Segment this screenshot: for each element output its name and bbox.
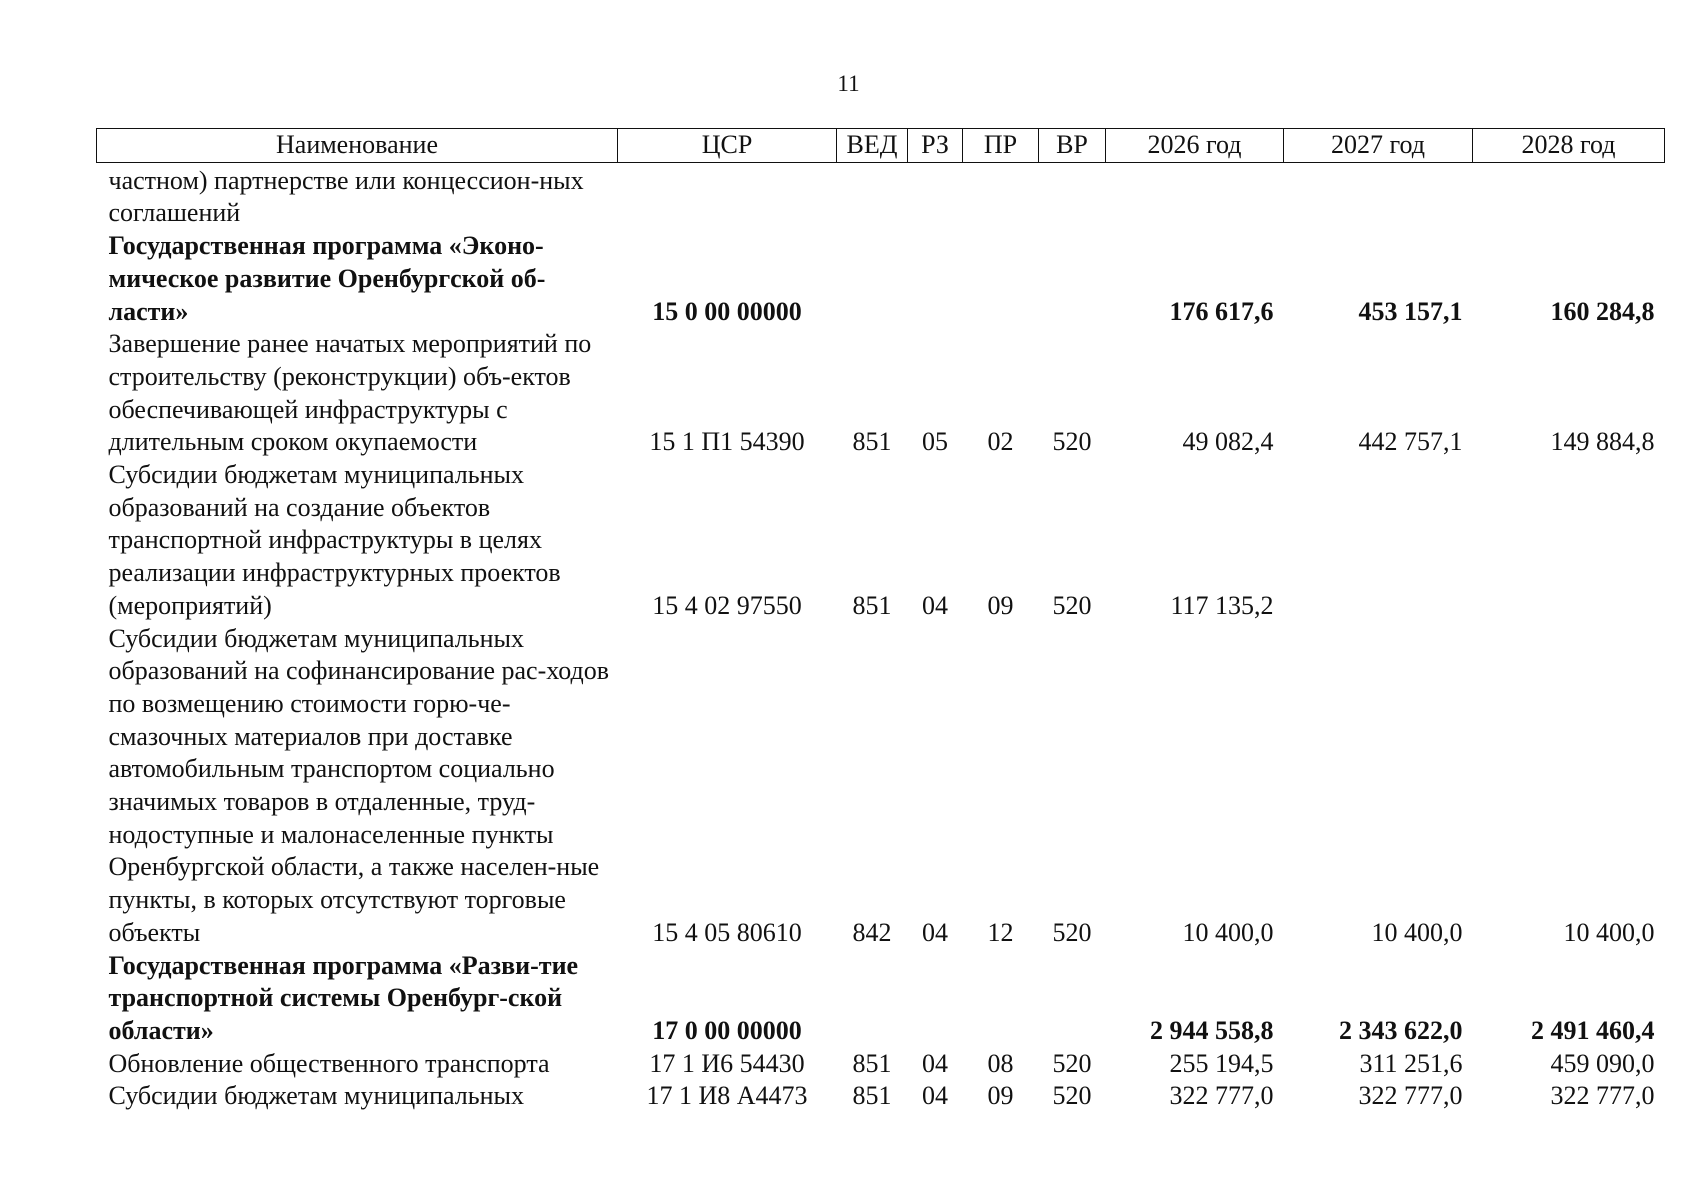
row-ved: 851 — [852, 1081, 892, 1111]
row-name: Субсидии бюджетам муниципальных образований на создание объектов транспортной инфраструктуры в целях реализации инфраструктурных проектов (мероприятий) — [108, 460, 561, 620]
row-2028 — [1473, 459, 1665, 623]
header-2028: 2028 год — [1473, 129, 1665, 163]
row-vr — [1039, 162, 1106, 230]
row-name: Завершение ранее начатых мероприятий по строительству (реконструкции) объ-ектов обеспечивающей инфраструктуры с длительным сроком окупаемости — [108, 329, 592, 457]
table-row-program — [97, 230, 1665, 328]
row-vr — [1039, 230, 1106, 328]
row-2026: 255 194,5 — [1169, 1048, 1274, 1078]
row-pr — [963, 162, 1039, 230]
row-ved: 851 — [852, 427, 892, 457]
row-rz: 04 — [922, 917, 948, 947]
page-number: 11 — [837, 71, 860, 96]
row-name: частном) партнерстве или концессион-ных соглашений — [108, 165, 584, 228]
row-2028: 2 491 460,4 — [1531, 1015, 1655, 1045]
row-vr: 520 — [1052, 917, 1092, 947]
row-vr: 520 — [1052, 590, 1092, 620]
table-row — [97, 623, 1665, 950]
row-ved: 851 — [852, 1048, 892, 1078]
header-2026: 2026 год — [1106, 129, 1284, 163]
row-csr: 17 1 И6 54430 — [649, 1048, 805, 1078]
row-2027: 10 400,0 — [1371, 917, 1463, 947]
table-row — [97, 328, 1665, 459]
header-csr: ЦСР — [618, 129, 837, 163]
row-csr: 15 4 05 80610 — [652, 917, 802, 947]
row-rz — [908, 162, 963, 230]
row-2027 — [1284, 459, 1473, 623]
row-name: Государственная программа «Разви-тие транспортной системы Оренбург-ской области» — [108, 950, 579, 1045]
row-csr — [618, 162, 837, 230]
row-ved: 842 — [852, 917, 892, 947]
table-row — [97, 1048, 1665, 1081]
row-2026: 322 777,0 — [1169, 1081, 1274, 1111]
header-name: Наименование — [97, 129, 618, 163]
row-pr: 09 — [987, 590, 1014, 620]
row-vr — [1039, 950, 1106, 1048]
row-rz: 04 — [922, 590, 948, 620]
table-row — [97, 1080, 1665, 1113]
header-2027: 2027 год — [1284, 129, 1473, 163]
row-2028: 149 884,8 — [1550, 427, 1655, 457]
row-2027: 322 777,0 — [1358, 1081, 1463, 1111]
row-rz: 04 — [922, 1081, 948, 1111]
row-name: Субсидии бюджетам муниципальных образований на софинансирование рас-ходов по возмещению стоимости горю-че-смазочных материалов при доставке автомобильным транспортом социально значимых товаров в отдаленные, труд-нодоступные и малонаселенные пункты Оренбургской области, а также населен-ные пункты, в которых отсутствуют торговые объекты — [108, 623, 610, 947]
row-2028: 459 090,0 — [1550, 1048, 1655, 1078]
row-2027: 311 251,6 — [1359, 1048, 1463, 1078]
table-row-program — [97, 950, 1665, 1048]
row-2028 — [1473, 162, 1665, 230]
row-2026: 2 944 558,8 — [1150, 1015, 1274, 1045]
row-rz: 04 — [922, 1048, 948, 1078]
row-pr: 12 — [987, 917, 1014, 947]
row-2026: 10 400,0 — [1182, 917, 1274, 947]
row-csr: 15 1 П1 54390 — [649, 427, 805, 457]
row-csr: 15 0 00 00000 — [652, 296, 802, 326]
row-ved — [837, 230, 908, 328]
row-pr — [963, 230, 1039, 328]
row-csr: 15 4 02 97550 — [652, 590, 802, 620]
table-row — [97, 459, 1665, 623]
row-rz: 05 — [922, 427, 948, 457]
row-vr: 520 — [1052, 1081, 1092, 1111]
row-2027: 442 757,1 — [1358, 427, 1463, 457]
row-csr: 17 1 И8 А4473 — [646, 1081, 808, 1111]
row-name: Государственная программа «Эконо-мическое развитие Оренбургской об-ласти» — [108, 231, 546, 326]
row-pr: 09 — [987, 1081, 1014, 1111]
header-vr: ВР — [1039, 129, 1106, 163]
row-csr: 17 0 00 00000 — [652, 1015, 802, 1045]
header-row — [97, 129, 1665, 163]
row-2028: 10 400,0 — [1563, 917, 1655, 947]
table-row — [97, 162, 1665, 230]
row-vr: 520 — [1052, 427, 1092, 457]
row-2028: 160 284,8 — [1550, 296, 1655, 326]
row-pr — [963, 950, 1039, 1048]
header-ved: ВЕД — [837, 129, 908, 163]
header-pr: ПР — [963, 129, 1039, 163]
row-2027: 453 157,1 — [1358, 296, 1463, 326]
row-2026: 49 082,4 — [1182, 427, 1274, 457]
row-2026: 117 135,2 — [1170, 590, 1274, 620]
row-name: Обновление общественного транспорта — [108, 1048, 550, 1078]
row-2026 — [1106, 162, 1284, 230]
row-name: Субсидии бюджетам муниципальных — [108, 1081, 524, 1111]
row-ved — [837, 950, 908, 1048]
row-pr: 02 — [987, 427, 1014, 457]
row-2026: 176 617,6 — [1169, 296, 1274, 326]
row-2027 — [1284, 162, 1473, 230]
budget-table — [96, 128, 1665, 1113]
row-pr: 08 — [987, 1048, 1014, 1078]
row-rz — [908, 230, 963, 328]
row-vr: 520 — [1052, 1048, 1092, 1078]
row-ved: 851 — [852, 590, 892, 620]
row-2027: 2 343 622,0 — [1339, 1015, 1463, 1045]
row-rz — [908, 950, 963, 1048]
row-2028: 322 777,0 — [1550, 1081, 1655, 1111]
header-rz: РЗ — [908, 129, 963, 163]
row-ved — [837, 162, 908, 230]
